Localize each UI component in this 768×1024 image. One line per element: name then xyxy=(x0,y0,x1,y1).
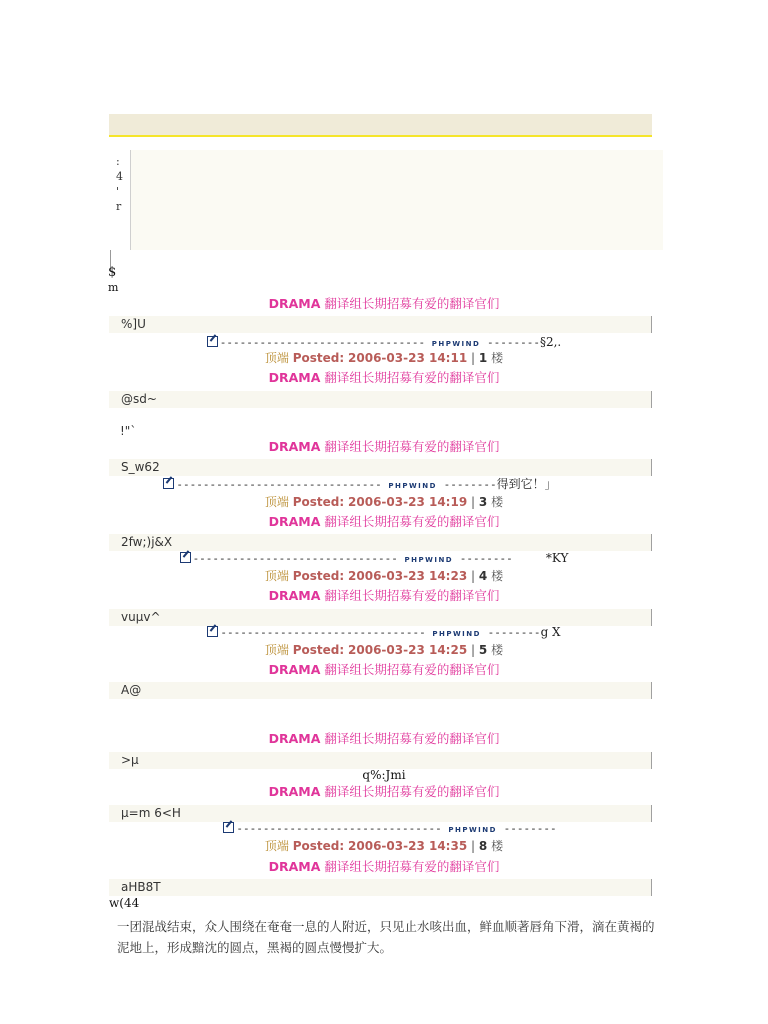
sig-dashes: ------------------------------- xyxy=(219,336,426,349)
separator: | xyxy=(471,351,476,365)
post-bar-text: @sd~ xyxy=(121,392,157,406)
post-bar-text: μ=m 6<H xyxy=(121,806,181,820)
floor-suffix: 楼 xyxy=(491,351,504,365)
post-bar xyxy=(109,534,652,551)
post-date: 2006-03-23 14:19 xyxy=(348,495,468,509)
sig-dashes: ------------------------------- xyxy=(176,478,382,491)
left-margin-marks xyxy=(116,154,123,214)
sig-dashes: ------------------------------- xyxy=(236,822,442,835)
post-date: 2006-03-23 14:11 xyxy=(348,351,468,365)
dollar-mark: $ xyxy=(108,265,117,280)
margin-mark: : xyxy=(116,155,120,168)
banner-text: 翻译组长期招募有爱的翻译官们 xyxy=(320,731,500,746)
sig-tail: §2,. xyxy=(539,335,562,349)
banner-text: 翻译组长期招募有爱的翻译官们 xyxy=(320,439,500,454)
m-mark: m xyxy=(108,281,119,294)
recruit-banner[interactable] xyxy=(0,731,768,747)
edit-icon[interactable] xyxy=(223,822,234,833)
post-bar xyxy=(109,805,652,822)
edit-icon[interactable] xyxy=(180,552,191,563)
recruit-banner[interactable] xyxy=(0,439,768,455)
back-to-top-link[interactable]: 顶端 xyxy=(264,643,289,657)
post-bar-text: aHB8T xyxy=(121,880,161,894)
stray-text: !"` xyxy=(120,424,137,438)
stray-text: w(44 xyxy=(109,896,140,910)
back-to-top-link[interactable]: 顶端 xyxy=(264,839,289,853)
stray-text: q%:Jmi xyxy=(362,768,406,782)
banner-brand: DRAMA xyxy=(268,859,321,874)
margin-mark: r xyxy=(116,200,122,213)
post-bar-text: A@ xyxy=(121,683,142,697)
recruit-banner[interactable] xyxy=(0,588,768,604)
post-meta xyxy=(0,494,768,510)
floor-suffix: 楼 xyxy=(491,569,504,583)
post-bar-text: %]U xyxy=(121,317,146,331)
posted-label: Posted: xyxy=(292,495,345,509)
edit-icon[interactable] xyxy=(207,626,218,637)
sig-dashes: -------- xyxy=(459,552,513,565)
post-date: 2006-03-23 14:23 xyxy=(348,569,468,583)
phpwind-label: PHPWIND xyxy=(431,340,481,348)
back-to-top-link[interactable]: 顶端 xyxy=(264,569,289,583)
signature-line xyxy=(0,335,768,349)
banner-brand: DRAMA xyxy=(268,731,321,746)
sig-dashes: ------------------------------- xyxy=(220,626,426,639)
posted-label: Posted: xyxy=(292,569,345,583)
separator: | xyxy=(471,569,476,583)
banner-text: 翻译组长期招募有爱的翻译官们 xyxy=(320,588,500,603)
sig-tail: *KY xyxy=(545,551,569,565)
sig-dashes: -------- xyxy=(443,478,497,491)
phpwind-label: PHPWIND xyxy=(404,556,454,564)
post-bar-text: >μ xyxy=(121,753,139,767)
floor-suffix: 楼 xyxy=(491,495,504,509)
post-meta xyxy=(0,642,768,658)
post-bar xyxy=(109,316,652,333)
floor-number: 8 xyxy=(478,839,488,853)
sig-dashes: -------- xyxy=(503,822,557,835)
sig-tail: 得到它！」 xyxy=(496,477,557,491)
banner-brand: DRAMA xyxy=(268,439,321,454)
post-date: 2006-03-23 14:35 xyxy=(348,839,468,853)
posted-label: Posted: xyxy=(292,351,345,365)
floor-suffix: 楼 xyxy=(491,839,504,853)
phpwind-label: PHPWIND xyxy=(448,826,497,834)
post-meta xyxy=(0,350,768,366)
banner-brand: DRAMA xyxy=(268,662,321,677)
post-bar-text: 2fw;)j&X xyxy=(121,535,173,549)
floor-suffix: 楼 xyxy=(491,643,504,657)
signature-line xyxy=(0,625,768,639)
posted-label: Posted: xyxy=(292,643,345,657)
banner-brand: DRAMA xyxy=(268,588,321,603)
post-bar xyxy=(109,609,652,626)
banner-text: 翻译组长期招募有爱的翻译官们 xyxy=(320,514,500,529)
separator: | xyxy=(471,643,476,657)
post-bar-text: S_w62 xyxy=(121,460,160,474)
banner-brand: DRAMA xyxy=(268,296,321,311)
post-meta xyxy=(0,838,768,854)
phpwind-label: PHPWIND xyxy=(388,482,437,490)
recruit-banner[interactable] xyxy=(0,662,768,678)
sig-dashes: -------- xyxy=(486,336,540,349)
banner-text: 翻译组长期招募有爱的翻译官们 xyxy=(320,859,500,874)
story-paragraph: 一团混战结束，众人围绕在奄奄一息的人附近，只见止水咳出血，鲜血顺著唇角下滑，滴在黄褐的泥地上，形成黯沈的圆点，黑褐的圆点慢慢扩大。 xyxy=(117,919,655,955)
post-bar-text: vuμv^ xyxy=(121,610,161,624)
floor-number: 4 xyxy=(478,569,488,583)
recruit-banner[interactable] xyxy=(0,859,768,875)
post-bar xyxy=(109,459,652,476)
banner-brand: DRAMA xyxy=(268,784,321,799)
sig-dashes: -------- xyxy=(487,626,541,639)
post-date: 2006-03-23 14:25 xyxy=(348,643,468,657)
header-bar xyxy=(109,114,652,137)
post-bar xyxy=(109,752,652,769)
banner-text: 翻译组长期招募有爱的翻译官们 xyxy=(320,784,500,799)
post-bar xyxy=(109,391,652,408)
back-to-top-link[interactable]: 顶端 xyxy=(264,495,289,509)
banner-brand: DRAMA xyxy=(268,370,321,385)
signature-line xyxy=(6,821,768,835)
banner-text: 翻译组长期招募有爱的翻译官们 xyxy=(320,296,500,311)
separator: | xyxy=(471,495,476,509)
sig-dashes: ------------------------------- xyxy=(192,552,398,565)
margin-mark: ' xyxy=(116,185,120,198)
floor-number: 5 xyxy=(478,643,488,657)
back-to-top-link[interactable]: 顶端 xyxy=(264,351,289,365)
post-bar xyxy=(109,879,652,896)
floor-number: 1 xyxy=(478,351,488,365)
margin-mark: 4 xyxy=(116,170,123,183)
recruit-banner[interactable] xyxy=(0,370,768,386)
phpwind-label: PHPWIND xyxy=(432,630,481,638)
signature-line xyxy=(0,551,758,565)
post-meta xyxy=(0,568,768,584)
separator: | xyxy=(471,839,476,853)
signature-line xyxy=(0,477,744,491)
recruit-banner[interactable] xyxy=(0,296,768,312)
banner-text: 翻译组长期招募有爱的翻译官们 xyxy=(320,662,500,677)
floor-number: 3 xyxy=(478,495,488,509)
recruit-banner[interactable] xyxy=(0,784,768,800)
sig-tail: g X xyxy=(540,625,561,639)
banner-text: 翻译组长期招募有爱的翻译官们 xyxy=(320,370,500,385)
posted-label: Posted: xyxy=(292,839,345,853)
edit-icon[interactable] xyxy=(163,478,174,489)
top-content-panel xyxy=(130,150,663,250)
post-bar xyxy=(109,682,652,699)
banner-brand: DRAMA xyxy=(268,514,321,529)
edit-icon[interactable] xyxy=(207,336,218,347)
recruit-banner[interactable] xyxy=(0,514,768,530)
